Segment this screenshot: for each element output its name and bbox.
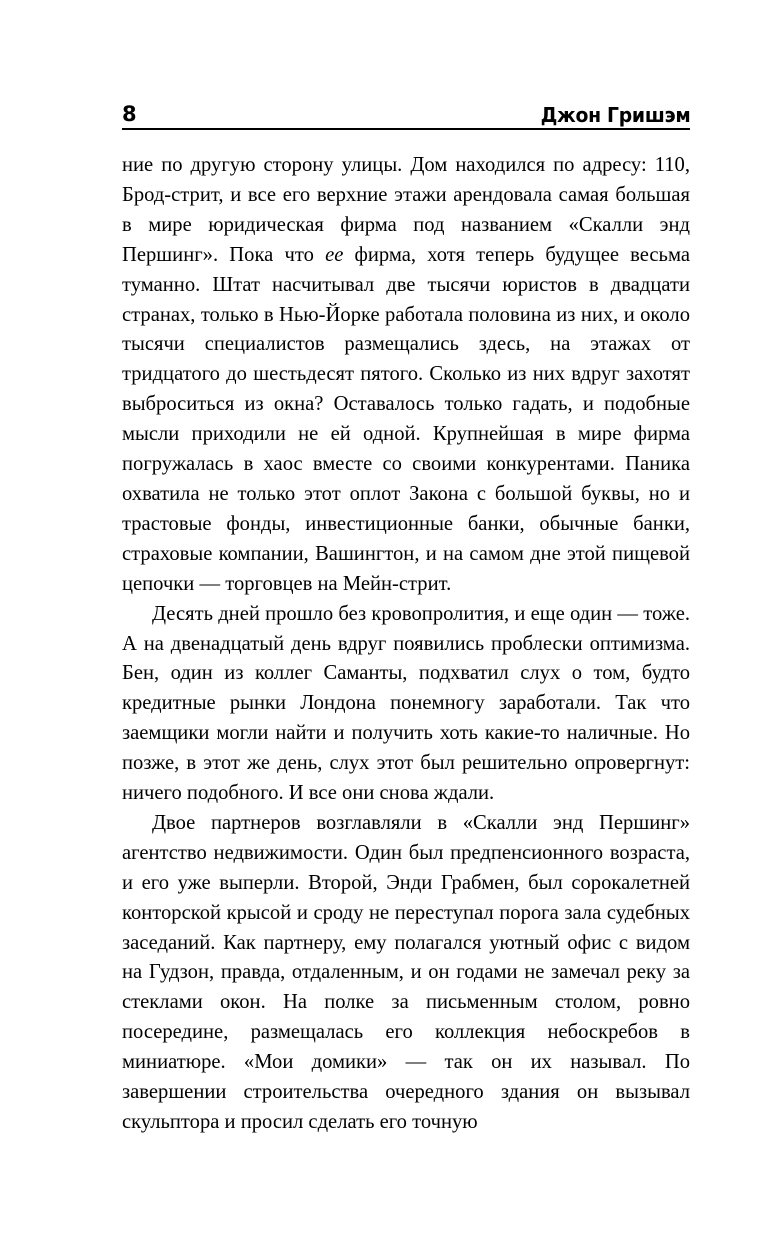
running-head: [122, 92, 690, 130]
paragraph-1-text-post-italic: фирма, хотя теперь будущее весьма туманно. Штат насчитывал две тысячи юристов в двадцати странах, только в Нью-Йорке работала половина из них, и около тысячи специалистов размещались здесь, на этажах от тридцатого до шестьдесят пятого. Сколько из них вдруг захотят выброситься из окна? Оставалось только гадать, и подобные мысли приходили не ей одной. Крупнейшая в мире фирма погружалась в хаос вместе со своими конкурентами. Паника охватила не только этот оплот Закона с большой буквы, но и трастовые фонды, инвестиционные банки, обычные банки, страховые компании, Вашингтон, и на самом дне этой пищевой цепочки — торговцев на Мейн-стрит.: [122, 243, 690, 595]
paragraph-1-text-pre-italic: ние по другую сторону улицы. Дом находился по адресу: 110, Брод-стрит, и все его верхние этажи арендовала самая большая в мире юридическая фирма под названием «Скалли энд Першинг». Пока что: [122, 154, 690, 266]
paragraph-1-emphasis: ее: [325, 243, 344, 266]
paragraph-2: Десять дней прошло без кровопролития, и еще один — тоже. А на двенадцатый день вдруг появились проблески оптимизма. Бен, один из коллег Саманты, подхватил слух о том, будто кредитные рынки Лондона понемногу заработали. Так что заемщики могли найти и получить хоть какие-то наличные. Но позже, в этот же день, слух этот был решительно опровергнут: ничего подобного. И все они снова ждали.: [122, 602, 690, 805]
author-name: Джон Гришэм: [540, 103, 690, 127]
body-text-block: [122, 151, 690, 1138]
paragraph-1: [122, 151, 690, 600]
page-number: 8: [122, 102, 137, 126]
paragraph-3: Двое партнеров возглавляли в «Скалли энд Першинг» агентство недвижимости. Один был предпенсионного возраста, и его уже выперли. Второй, Энди Грабмен, был сорокалетней конторской крысой и сроду не переступал порога зала судебных заседаний. Как партнеру, ему полагался уютный офис с видом на Гудзон, правда, отдаленным, и он годами не замечал реку за стеклами окон. На полке за письменным столом, ровно посередине, размещалась его коллекция небоскребов в миниатюре. «Мои домики» — так он их называл. По завершении строительства очередного здания он вызывал скульптора и просил сделать его точную: [122, 811, 690, 1133]
